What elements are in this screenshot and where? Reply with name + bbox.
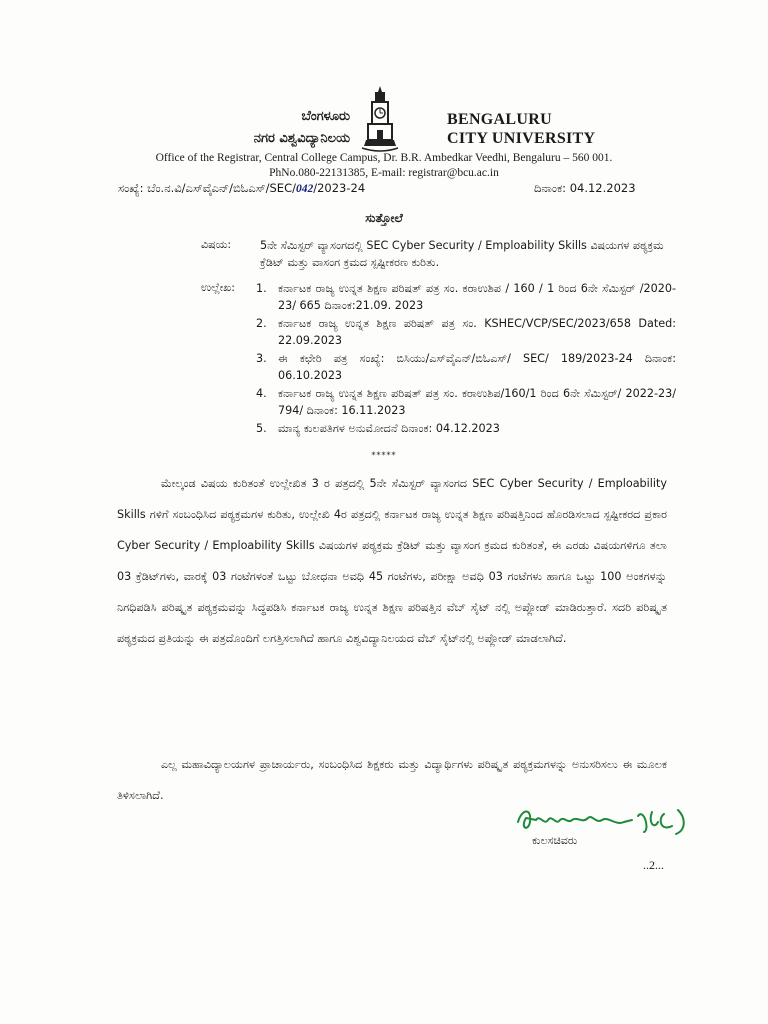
ref-prefix: ಸಂಖ್ಯೆ: ಬೆಂ.ನ.ವಿ/ಎಸ್‌ವೈಎನ್/ಬಿಓಎಸ್/SEC/ [118,181,296,195]
header-en-line2: CITY UNIVERSITY [447,130,596,147]
date-value: 04.12.2023 [569,181,636,195]
office-line: Office of the Registrar, Central College Campus, Dr. B.R. Ambedkar Veedhi, Bengaluru – 560 001. [155,152,613,164]
list-item: 2. ಕರ್ನಾಟಕ ರಾಜ್ಯ ಉನ್ನತ ಶಿಕ್ಷಣ ಪರಿಷತ್ ಪತ್ರ ಸಂ. KSHEC/VCP/SEC/2023/658 Dated: 22.09.2023 [256,317,676,347]
header-kannada [200,106,350,150]
references-list [256,280,676,438]
office-address [0,151,768,181]
header-kn-line2: ನಗರ ವಿಶ್ವವಿದ್ಯಾನಿಲಯ [253,131,350,146]
separator: ***** [371,451,397,460]
subject-text: 5ನೇ ಸೆಮಿಸ್ಟರ್ ವ್ಯಾಸಂಗದಲ್ಲಿ SEC Cyber Security / Emploability Skills ವಿಷಯಗಳ ಪಠ್ಯಕ್ರಮ ಕ್ರೆಡಿಟ್ ಮತ್ತು ವಾಸಂಗ ಕ್ರಮದ ಸ್ಪಷ್ಟೀಕರಣ ಕುರಿತು. [260,239,664,269]
date-label: ದಿನಾಂಕ: [534,181,567,195]
list-item: 5. ಮಾನ್ಯ ಕುಲಪತಿಗಳ ಅನುಮೋದನೆ ದಿನಾಂಕ: 04.12.2023 [256,422,500,435]
list-item: 3. ಈ ಕಛೇರಿ ಪತ್ರ ಸಂಖ್ಯೆ: ಬಿಸಿಯು/ಎಸ್‌ವೈಎನ್/ಬಿಓಎಸ್/ SEC/ 189/2023-24 ದಿನಾಂಕ: 06.10.2023 [256,352,676,382]
body-paragraph-1: ಮೇಲ್ಕಂಡ ವಿಷಯ ಕುರಿತಂತೆ ಉಲ್ಲೇಖಿತ 3 ರ ಪತ್ರದಲ್ಲಿ 5ನೇ ಸೆಮಿಸ್ಟರ್ ವ್ಯಾಸಂಗದ SEC Cyber Security / Emploability Skills ಗಳಿಗೆ ಸಂಬಂಧಿಸಿದ ಪಠ್ಯಕ್ರಮಗಳ ಕುರಿತು, ಉಲ್ಲೇಖಿ 4ರ ಪತ್ರದಲ್ಲಿ ಕರ್ನಾಟಕ ರಾಜ್ಯ ಉನ್ನತ ಶಿಕ್ಷಣ ಪರಿಷತ್ತಿನಿಂದ ಹೊರಡಿಸಲಾದ ಸ್ಪಷ್ಟೀಕರದ ಪ್ರಕಾರ Cyber Security / Emploability Skills ವಿಷಯಗಳ ಪಠ್ಯಕ್ರಮ ಕ್ರೆಡಿಟ್ ಮತ್ತು ವ್ಯಾಸಂಗ ಕ್ರಮದ ಕುರಿತಂತೆ, ಈ ಎರಡು ವಿಷಯಗಳಿಗೂ ತಲಾ 03 ಕ್ರೆಡಿಟ್‌ಗಳು, ವಾರಕ್ಕೆ 03 ಗಂಟೆಗಳಂತೆ ಒಟ್ಟು ಬೋಧನಾ ಅವಧಿ 45 ಗಂಟೆಗಳು, ಪರೀಕ್ಷಾ ಅವಧಿ 03 ಗಂಟೆಗಳು ಹಾಗೂ ಒಟ್ಟು 100 ಅಂಕಗಳನ್ನು ನಿಗಧಿಪಡಿಸಿ ಪರಿಷ್ಕೃತ ಪಠ್ಯಕ್ರಮವನ್ನು ಸಿದ್ಧಪಡಿಸಿ ಕರ್ನಾಟಕ ರಾಜ್ಯ ಉನ್ನತ ಶಿಕ್ಷಣ ಪರಿಷತ್ತಿನ ವೆಬ್ ಸೈಟ್ ನಲ್ಲಿ ಅಪ್ಲೋಡ್ ಮಾಡಿರುತ್ತಾರೆ. ಸದರಿ ಪರಿಷ್ಕೃತ ಪಠ್ಯಕ್ರಮದ ಪ್ರತಿಯನ್ನು ಈ ಪತ್ರದೊಂದಿಗೆ ಲಗತ್ತಿಸಲಾಗಿದೆ ಹಾಗೂ ವಿಶ್ವವಿದ್ಯಾನಿಲಯದ ವೆಬ್ ಸೈಟ್‌ನಲ್ಲಿ ಅಪ್ಲೋಡ್ ಮಾಡಲಾಗಿದೆ. [117,477,668,645]
contact-line: PhNo.080-22131385, E-mail: registrar@bcu.ac.in [269,167,499,179]
page-title: ಸುತ್ತೋಲೆ [365,211,403,225]
list-item: 1. ಕರ್ನಾಟಕ ರಾಜ್ಯ ಉನ್ನತ ಶಿಕ್ಷಣ ಪರಿಷತ್ ಪತ್ರ ಸಂ. ಕರಾಉಶಿಪ / 160 / 1 ರಿಂದ 6ನೇ ಸೆಮಿಸ್ಟರ್ /2020-23/ 665 ದಿನಾಂಕ:21.09. 2023 [256,282,676,312]
page-continuation: ..2... [643,858,664,872]
signatory-designation: ಕುಲಸಚಿವರು [532,834,578,847]
body-paragraph-2: ಎಲ್ಲ ಮಹಾವಿದ್ಯಾಲಯಗಳ ಪ್ರಾಚಾರ್ಯರು, ಸಂಬಂಧಿಸಿದ ಶಿಕ್ಷಕರು ಮತ್ತು ವಿದ್ಯಾರ್ಥಿಗಳು ಪರಿಷ್ಕೃತ ಪಠ್ಯಕ್ರಮಗಳನ್ನು ಅನುಸರಿಸಲು ಈ ಮೂಲಕ ತಿಳಿಸಲಾಗಿದೆ. [117,758,667,802]
header-en-line1: BENGALURU [447,111,552,128]
ref-handwritten-number: 042 [295,183,314,195]
reference-number [118,181,365,196]
ref-suffix: /2023-24 [313,181,366,195]
header-english [447,110,595,148]
references-label: ಉಲ್ಲೇಖ: [201,281,235,294]
university-clock-tower-emblem-icon [360,84,400,154]
list-item: 4. ಕರ್ನಾಟಕ ರಾಜ್ಯ ಉನ್ನತ ಶಿಕ್ಷಣ ಪರಿಷತ್ ಪತ್ರ ಸಂ. ಕರಾಉಶಿಪ/160/1 ರಿಂದ 6ನೇ ಸೆಮಿಸ್ಟರ್/ 2022-23/ 794/ ದಿನಾಂಕ: 16.11.2023 [256,387,676,417]
header-kn-line1: ಬೆಂಗಳೂರು [301,109,350,124]
document-date [534,181,636,196]
subject-label: ವಿಷಯ: [201,238,232,251]
